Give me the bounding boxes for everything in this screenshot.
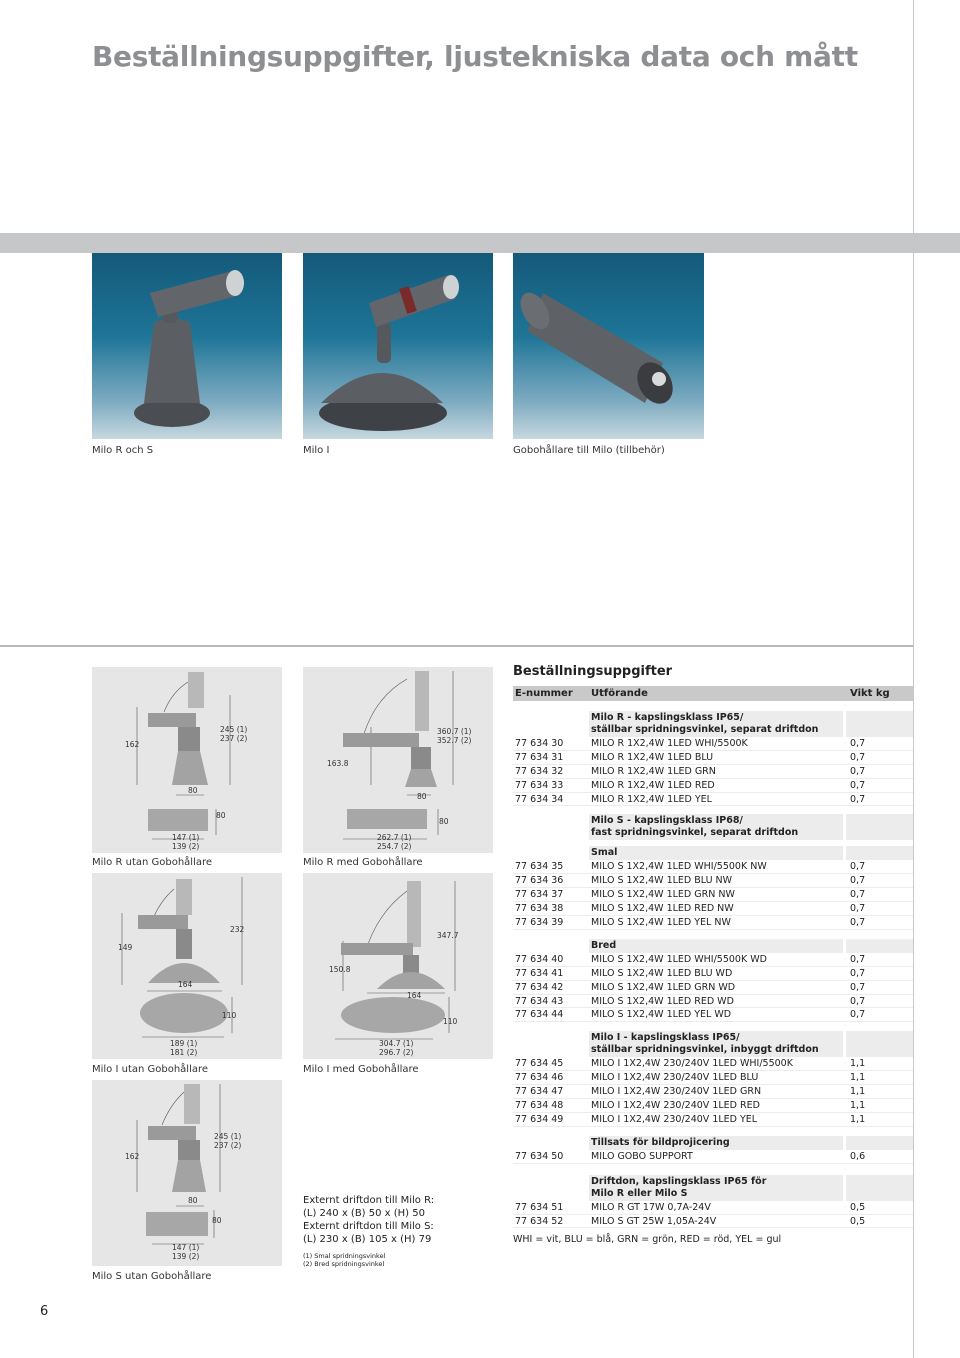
drawing-milo-r-utan xyxy=(92,667,282,853)
section-heading-text: Tillsats för bildprojicering xyxy=(591,1136,730,1148)
dim-80c: 80 xyxy=(417,792,427,801)
dim-232: 232 xyxy=(230,925,245,934)
drawing-milo-i-med xyxy=(303,873,493,1059)
table-row xyxy=(513,995,913,1009)
cell-enummer: 77 634 41 xyxy=(515,967,564,979)
caption-milo-i-utan: Milo I utan Gobohållare xyxy=(92,1064,209,1075)
cell-vikt: 0,6 xyxy=(850,1150,866,1162)
cell-vikt: 0,7 xyxy=(850,967,866,979)
cell-enummer: 77 634 39 xyxy=(515,917,564,929)
cell-vikt: 0,7 xyxy=(850,917,866,929)
dim-147b: 147 (1) xyxy=(172,1243,200,1252)
section-heading-text: Smal xyxy=(591,847,618,859)
dim-347-7: 347.7 xyxy=(437,931,459,940)
cell-vikt: 0,7 xyxy=(850,751,866,763)
cell-utforande: MILO R 1X2,4W 1LED GRN xyxy=(591,765,716,777)
cell-vikt: 0,7 xyxy=(850,1009,866,1021)
cell-utforande: MILO I 1X2,4W 230/240V 1LED YEL xyxy=(591,1113,758,1125)
header-vikt: Vikt kg xyxy=(850,688,890,699)
table-row xyxy=(513,860,913,874)
dim-245: 245 (1) xyxy=(220,725,248,734)
section-heading xyxy=(513,939,913,953)
table-row xyxy=(513,1150,913,1164)
page-title: Beställningsuppgifter, ljustekniska data och mått xyxy=(92,40,858,73)
cell-utforande: MILO I 1X2,4W 230/240V 1LED BLU xyxy=(591,1072,759,1084)
cell-vikt: 0,7 xyxy=(850,779,866,791)
table-title: Beställningsuppgifter xyxy=(513,664,673,679)
dim-245b: 245 (1) xyxy=(214,1132,242,1141)
cell-utforande: MILO GOBO SUPPORT xyxy=(591,1150,693,1162)
section-divider xyxy=(0,645,913,647)
cell-enummer: 77 634 30 xyxy=(515,738,564,749)
cell-enummer: 77 634 44 xyxy=(515,1009,564,1021)
note-line: Externt driftdon till Milo R: xyxy=(303,1195,435,1206)
cell-enummer: 77 634 51 xyxy=(515,1201,564,1213)
dim-139: 139 (2) xyxy=(172,842,200,851)
table-row xyxy=(513,1085,913,1099)
cell-enummer: 77 634 46 xyxy=(515,1072,564,1084)
note-line: (L) 230 x (B) 105 x (H) 79 xyxy=(303,1234,432,1245)
cell-vikt: 0,7 xyxy=(850,793,866,805)
dim-352-7: 352.7 (2) xyxy=(437,736,472,745)
cell-vikt: 1,1 xyxy=(850,1113,866,1125)
section-heading xyxy=(513,846,913,860)
color-legend: WHI = vit, BLU = blå, GRN = grön, RED = röd, YEL = gul xyxy=(513,1234,782,1246)
table-row xyxy=(513,902,913,916)
cell-enummer: 77 634 50 xyxy=(515,1150,564,1162)
caption-milo-i-med: Milo I med Gobohållare xyxy=(303,1064,419,1075)
caption-photo-3: Gobohållare till Milo (tillbehör) xyxy=(513,445,665,456)
photo-gobo-holder xyxy=(513,253,704,439)
dim-164a: 164 xyxy=(178,980,193,989)
section-heading xyxy=(513,1031,913,1057)
dim-181: 181 (2) xyxy=(170,1048,198,1057)
cell-enummer: 77 634 45 xyxy=(515,1058,564,1070)
table-row xyxy=(513,1008,913,1022)
drawing-milo-i-utan xyxy=(92,873,282,1059)
cell-utforande: MILO R 1X2,4W 1LED RED xyxy=(591,779,715,791)
dim-150-8: 150.8 xyxy=(329,965,351,974)
dim-304-7: 304.7 (1) xyxy=(379,1039,414,1048)
section-heading-text: Milo R eller Milo S xyxy=(591,1187,688,1199)
cell-utforande: MILO S 1X2,4W 1LED GRN WD xyxy=(591,981,736,993)
section-heading-text: Milo S - kapslingsklass IP68/ xyxy=(591,815,743,827)
cell-utforande: MILO R GT 17W 0,7A-24V xyxy=(591,1201,711,1213)
cell-utforande: MILO I 1X2,4W 230/240V 1LED WHI/5500K xyxy=(591,1058,793,1070)
caption-milo-r-med: Milo R med Gobohållare xyxy=(303,857,423,868)
cell-enummer: 77 634 52 xyxy=(515,1215,564,1227)
caption-milo-s-utan: Milo S utan Gobohållare xyxy=(92,1271,212,1282)
cell-enummer: 77 634 36 xyxy=(515,875,564,887)
right-margin-line xyxy=(913,0,914,1358)
footnote-2: (2) Bred spridningsvinkel xyxy=(303,1260,385,1268)
dim-296-7: 296.7 (2) xyxy=(379,1048,414,1057)
table-body xyxy=(513,711,913,1228)
table-row xyxy=(513,1201,913,1215)
cell-utforande: MILO R 1X2,4W 1LED YEL xyxy=(591,793,712,805)
cell-vikt: 0,7 xyxy=(850,765,866,777)
table-row xyxy=(513,1113,913,1127)
dim-254-7: 254.7 (2) xyxy=(377,842,412,851)
cell-enummer: 77 634 37 xyxy=(515,889,564,901)
section-heading xyxy=(513,711,913,737)
cell-vikt: 0,7 xyxy=(850,861,866,873)
cell-enummer: 77 634 48 xyxy=(515,1100,564,1112)
driver-notes xyxy=(303,1194,503,1268)
cell-vikt: 0,7 xyxy=(850,903,866,915)
dim-110b: 110 xyxy=(443,1017,458,1026)
note-line: Externt driftdon till Milo S: xyxy=(303,1221,434,1232)
header-utforande: Utförande xyxy=(591,688,648,699)
cell-vikt: 0,5 xyxy=(850,1215,866,1227)
order-table xyxy=(513,664,913,1245)
dim-80e: 80 xyxy=(188,1196,198,1205)
table-row xyxy=(513,953,913,967)
cell-enummer: 77 634 38 xyxy=(515,903,564,915)
dim-110a: 110 xyxy=(222,1011,237,1020)
dim-149: 149 xyxy=(118,943,133,952)
table-row xyxy=(513,888,913,902)
cell-utforande: MILO I 1X2,4W 230/240V 1LED RED xyxy=(591,1100,760,1112)
cell-vikt: 0,7 xyxy=(850,953,866,965)
cell-utforande: MILO R 1X2,4W 1LED BLU xyxy=(591,751,714,763)
caption-photo-1: Milo R och S xyxy=(92,445,154,456)
dim-80b: 80 xyxy=(216,811,226,820)
section-heading-text: Milo R - kapslingsklass IP65/ xyxy=(591,712,744,723)
drawing-milo-s-utan xyxy=(92,1080,282,1266)
table-row xyxy=(513,737,913,751)
table-row xyxy=(513,793,913,807)
cell-vikt: 1,1 xyxy=(850,1100,866,1112)
section-heading xyxy=(513,1136,913,1150)
caption-milo-r-utan: Milo R utan Gobohållare xyxy=(92,857,213,868)
cell-utforande: MILO S 1X2,4W 1LED BLU NW xyxy=(591,875,733,887)
section-heading-text: Milo I - kapslingsklass IP65/ xyxy=(591,1032,740,1044)
cell-enummer: 77 634 40 xyxy=(515,953,564,965)
cell-utforande: MILO S 1X2,4W 1LED BLU WD xyxy=(591,967,733,979)
table-row xyxy=(513,751,913,765)
note-line: (L) 240 x (B) 50 x (H) 50 xyxy=(303,1208,425,1219)
dim-237b: 237 (2) xyxy=(214,1141,242,1150)
footnote-1: (1) Smal spridningsvinkel xyxy=(303,1252,386,1260)
table-header xyxy=(513,686,913,701)
cell-utforande: MILO S 1X2,4W 1LED WHI/5500K NW xyxy=(591,861,767,873)
cell-enummer: 77 634 42 xyxy=(515,981,564,993)
photo-milo-i xyxy=(303,253,493,439)
cell-vikt: 0,7 xyxy=(850,875,866,887)
dim-262-7: 262.7 (1) xyxy=(377,833,412,842)
section-heading-text: Bred xyxy=(591,939,617,951)
dim-80a: 80 xyxy=(188,786,198,795)
cell-utforande: MILO R 1X2,4W 1LED WHI/5500K xyxy=(591,738,748,749)
cell-utforande: MILO S 1X2,4W 1LED YEL NW xyxy=(591,917,731,929)
cell-vikt: 1,1 xyxy=(850,1058,866,1070)
dim-164b: 164 xyxy=(407,991,422,1000)
table-row xyxy=(513,916,913,930)
dim-163-8: 163.8 xyxy=(327,759,349,768)
section-heading xyxy=(513,814,913,840)
page-number: 6 xyxy=(40,1304,49,1319)
cell-enummer: 77 634 35 xyxy=(515,861,564,873)
dim-189: 189 (1) xyxy=(170,1039,198,1048)
dim-162b: 162 xyxy=(125,1152,140,1161)
section-heading-text: ställbar spridningsvinkel, inbyggt driftdon xyxy=(591,1044,819,1056)
drawing-milo-r-med xyxy=(303,667,493,853)
cell-enummer: 77 634 34 xyxy=(515,793,564,805)
cell-vikt: 1,1 xyxy=(850,1086,866,1098)
table-row xyxy=(513,1215,913,1229)
cell-utforande: MILO S 1X2,4W 1LED YEL WD xyxy=(591,1009,732,1021)
table-row xyxy=(513,981,913,995)
cell-enummer: 77 634 33 xyxy=(515,779,564,791)
cell-enummer: 77 634 43 xyxy=(515,995,564,1007)
caption-photo-2: Milo I xyxy=(303,445,330,456)
cell-vikt: 0,7 xyxy=(850,995,866,1007)
header-band xyxy=(0,233,960,253)
cell-enummer: 77 634 47 xyxy=(515,1086,564,1098)
dim-80f: 80 xyxy=(212,1216,222,1225)
cell-utforande: MILO S 1X2,4W 1LED RED NW xyxy=(591,903,734,915)
cell-utforande: MILO S 1X2,4W 1LED RED WD xyxy=(591,995,734,1007)
section-heading-text: ställbar spridningsvinkel, separat driftdon xyxy=(591,724,819,735)
header-enummer: E-nummer xyxy=(515,688,573,699)
dim-237: 237 (2) xyxy=(220,734,248,743)
section-heading-text: fast spridningsvinkel, separat driftdon xyxy=(591,827,799,839)
cell-utforande: MILO S 1X2,4W 1LED WHI/5500K WD xyxy=(591,953,767,965)
section-heading-text: Driftdon, kapslingsklass IP65 för xyxy=(591,1175,767,1187)
cell-utforande: MILO I 1X2,4W 230/240V 1LED GRN xyxy=(591,1086,762,1098)
table-row xyxy=(513,1099,913,1113)
dim-139b: 139 (2) xyxy=(172,1252,200,1261)
cell-vikt: 0,7 xyxy=(850,738,866,749)
table-row xyxy=(513,765,913,779)
photo-milo-r-s xyxy=(92,253,282,439)
cell-vikt: 0,5 xyxy=(850,1201,866,1213)
cell-vikt: 0,7 xyxy=(850,981,866,993)
cell-enummer: 77 634 31 xyxy=(515,751,564,763)
table-row xyxy=(513,1071,913,1085)
dim-162: 162 xyxy=(125,740,140,749)
table-row xyxy=(513,874,913,888)
cell-enummer: 77 634 32 xyxy=(515,765,564,777)
dim-147: 147 (1) xyxy=(172,833,200,842)
cell-vikt: 1,1 xyxy=(850,1072,866,1084)
cell-enummer: 77 634 49 xyxy=(515,1113,564,1125)
cell-utforande: MILO S GT 25W 1,05A-24V xyxy=(591,1215,717,1227)
dim-80d: 80 xyxy=(439,817,449,826)
cell-vikt: 0,7 xyxy=(850,889,866,901)
table-row xyxy=(513,1057,913,1071)
table-row xyxy=(513,779,913,793)
table-row xyxy=(513,967,913,981)
dim-360-7: 360.7 (1) xyxy=(437,727,472,736)
section-heading xyxy=(513,1175,913,1201)
cell-utforande: MILO S 1X2,4W 1LED GRN NW xyxy=(591,889,735,901)
